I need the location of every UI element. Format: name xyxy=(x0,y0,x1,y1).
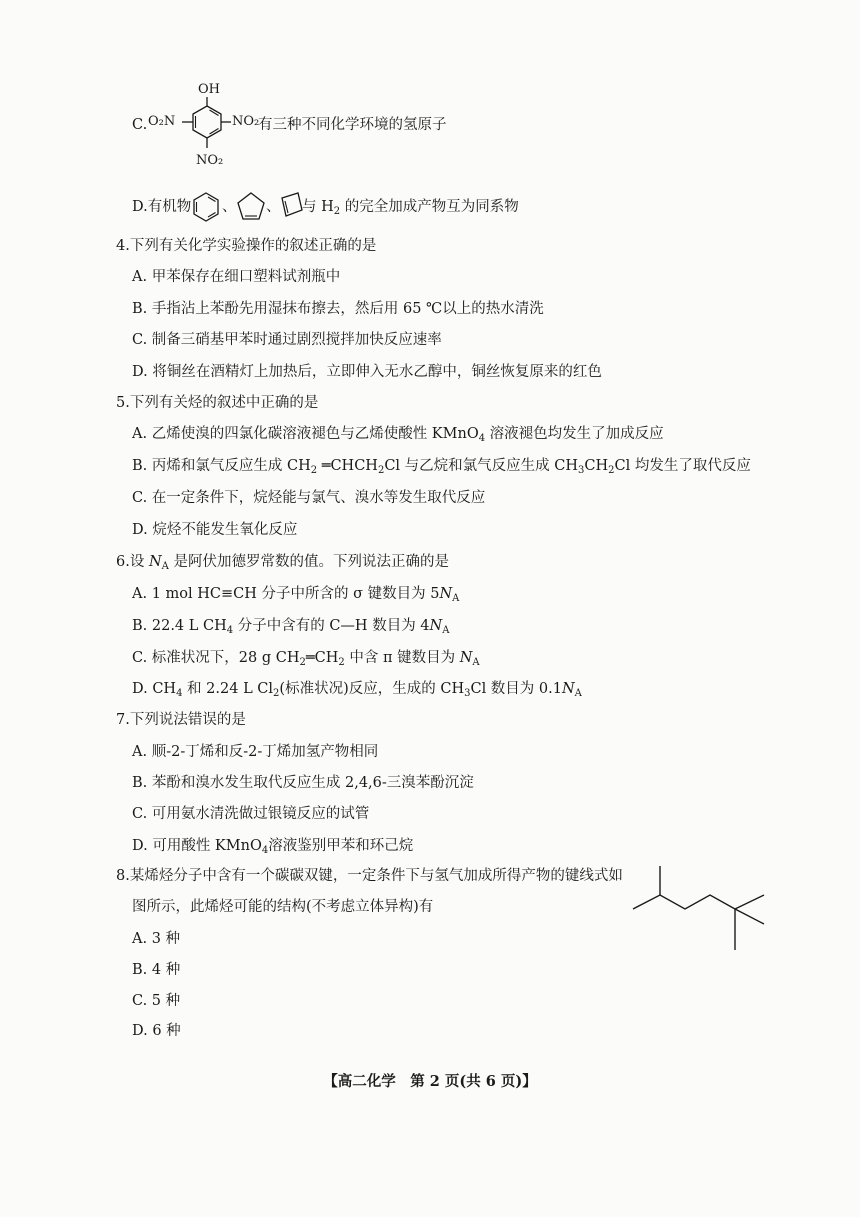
q6-option-a: A. 1 mol HC≡CH 分子中所含的 σ 键数目为 $5N_A$ xyxy=(132,586,460,604)
q4-option-b: B. 手指沾上苯酚先用湿抹布擦去，然后用 65 ℃以上的热水清洗 xyxy=(132,301,544,317)
q4-stem: 4.下列有关化学实验操作的叙述正确的是 xyxy=(116,238,377,254)
q3-d-post: 的完全加成产物互为同系物 xyxy=(340,199,519,215)
q6-option-c: C. 标准状况下，28 g $CH_2═CH_2$ 中含 π 键数目为 $N_A$ xyxy=(132,650,480,668)
o2n-label: O₂N xyxy=(148,114,176,129)
q5-stem: 5.下列有关烃的叙述中正确的是 xyxy=(116,395,319,411)
skeletal-formula-structure xyxy=(630,862,770,954)
q3-option-c-label: C. xyxy=(132,117,148,133)
q4-option-c: C. 制备三硝基甲苯时通过剧烈搅拌加快反应速率 xyxy=(132,332,442,348)
q7-option-b: B. 苯酚和溴水发生取代反应生成 2,4,6-三溴苯酚沉淀 xyxy=(132,775,474,791)
q3-option-c-text: 有三种不同化学环境的氢原子 xyxy=(258,117,447,133)
q3-d-sep1: 、 xyxy=(222,199,237,215)
oh-label: OH xyxy=(198,82,220,97)
q8-stem-line1: 8.某烯烃分子中含有一个碳碳双键，一定条件下与氢气加成所得产物的键线式如 xyxy=(116,868,623,884)
q7-option-a: A. 顺-2-丁烯和反-2-丁烯加氢产物相同 xyxy=(132,744,379,760)
benzene-ring-icon xyxy=(189,190,223,224)
no2-bottom-label: NO₂ xyxy=(196,153,224,168)
q6-option-b: B. 22.4 L $CH_4$ 分子中含有的 C—H 数目为 $4N_A$ xyxy=(132,618,450,636)
q3-d-pre: 有机物 xyxy=(147,199,192,215)
q8-option-c: C. 5 种 xyxy=(132,993,181,1009)
q4-option-a: A. 甲苯保存在细口塑料试剂瓶中 xyxy=(132,269,341,285)
q3-d-label: D. xyxy=(132,199,148,215)
cyclopentene-ring-icon xyxy=(234,190,268,224)
q3-option-d xyxy=(132,197,191,217)
page-footer: 【高二化学 第 2 页(共 6 页)】 xyxy=(323,1073,537,1090)
q5-option-a: A. 乙烯使溴的四氯化碳溶液褪色与乙烯使酸性 KMnO$_4$ 溶液褪色均发生了加成反应 xyxy=(132,426,664,444)
q8-stem-line2: 图所示，此烯烃可能的结构(不考虑立体异构)有 xyxy=(132,899,434,915)
q3-d-sep2: 、 xyxy=(266,199,281,215)
q3-d-h2: 与 H xyxy=(302,199,334,215)
q7-option-c: C. 可用氨水清洗做过银镜反应的试管 xyxy=(132,806,370,822)
q8-option-a: A. 3 种 xyxy=(132,931,181,947)
cyclobutene-ring-icon xyxy=(278,190,304,224)
no2-right-label: NO₂ xyxy=(232,114,260,129)
q3-d-tail xyxy=(302,197,519,217)
q8-option-b: B. 4 种 xyxy=(132,962,181,978)
q3-d-h2-sub: 2 xyxy=(333,206,341,217)
q6-option-d: D. $CH_4$ 和 2.24 L $Cl_2$(标准状况)反应，生成的 $CH_3Cl$ 数目为 $0.1N_A$ xyxy=(132,681,582,699)
q4-option-d: D. 将铜丝在酒精灯上加热后，立即伸入无水乙醇中，铜丝恢复原来的红色 xyxy=(132,364,602,380)
q5-option-c: C. 在一定条件下，烷烃能与氯气、溴水等发生取代反应 xyxy=(132,490,486,506)
q7-option-d: D. 可用酸性 KMnO$_4$溶液鉴别甲苯和环己烷 xyxy=(132,838,414,856)
q6-stem: 6.设 $N_A$ 是阿伏加德罗常数的值。下列说法正确的是 xyxy=(116,554,449,572)
q7-stem: 7.下列说法错误的是 xyxy=(116,712,246,728)
q8-option-d: D. 6 种 xyxy=(132,1023,181,1039)
q5-option-b: B. 丙烯和氯气反应生成 $CH_2$ $═CHCH_2Cl$ 与乙烷和氯气反应生成 $CH_3CH_2Cl$ 均发生了取代反应 xyxy=(132,458,751,476)
q5-option-d: D. 烷烃不能发生氧化反应 xyxy=(132,522,298,538)
